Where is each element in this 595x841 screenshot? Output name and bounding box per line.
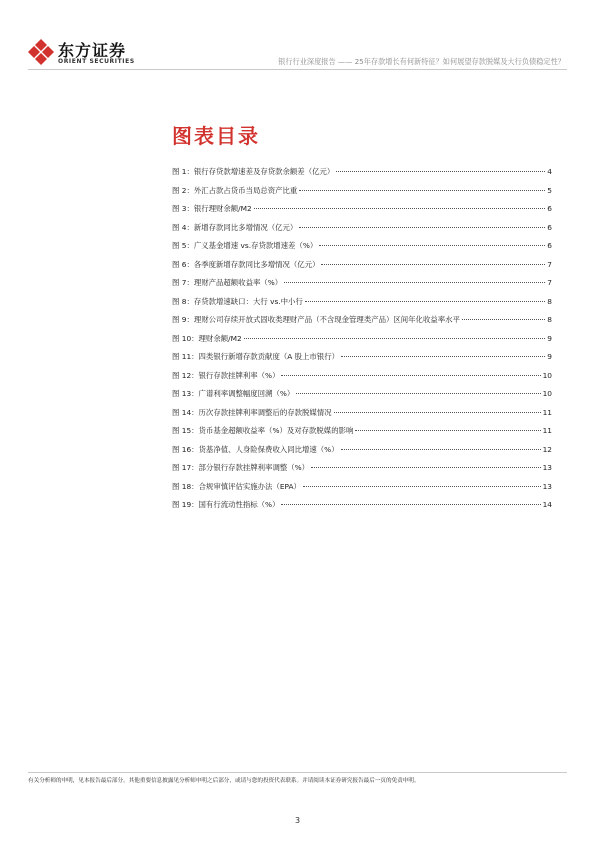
toc-entry-label: 图 9：理财公司存续开放式固收类理财产品（不含现金管理类产品）区间年化收益率水平 [172, 315, 460, 324]
toc-entry[interactable] [172, 462, 552, 481]
toc-entry-page: 5 [547, 185, 552, 195]
toc-entry-label: 图 2：外汇占款占货币当局总资产比重 [172, 185, 298, 195]
toc-entry[interactable] [172, 388, 552, 407]
toc-leader-dots [311, 467, 541, 468]
brand-name-en: ORIENT SECURITIES [58, 58, 135, 65]
toc-leader-dots [355, 430, 540, 431]
toc-list [172, 166, 552, 518]
toc-leader-dots [319, 245, 545, 246]
toc-leader-dots [336, 171, 545, 172]
toc-leader-dots [341, 356, 545, 357]
brand-logo-icon [28, 38, 54, 68]
toc-entry-page: 10 [542, 370, 552, 380]
toc-entry-label: 图 11：四类银行新增存款贡献度（A 股上市银行） [172, 352, 339, 361]
toc-leader-dots [303, 486, 541, 487]
toc-entry-label: 图 18：合规审慎评估实施办法（EPA） [172, 481, 301, 491]
toc-leader-dots [321, 264, 545, 265]
toc-leader-dots [341, 449, 541, 450]
toc-entry[interactable] [172, 407, 552, 426]
toc-leader-dots [244, 338, 546, 339]
toc-entry[interactable] [172, 166, 552, 185]
toc-entry-page: 4 [547, 167, 552, 176]
toc-entry-label: 图 19：国有行流动性指标（%） [172, 500, 280, 509]
toc-leader-dots [281, 375, 540, 376]
toc-entry-page: 12 [542, 444, 552, 454]
toc-entry-label: 图 6：各季度新增存款同比多增情况（亿元） [172, 259, 320, 269]
toc-leader-dots [299, 227, 545, 228]
toc-entry-label: 图 15：货币基金超额收益率（%）及对存款脱媒的影响 [172, 426, 354, 435]
toc-entry-label: 图 12：银行存款挂牌利率（%） [172, 370, 280, 380]
toc-entry[interactable] [172, 185, 552, 204]
report-caption: 银行行业深度报告 —— 25年存款增长有何新特征？如何展望存款脱媒及大行负债稳定性？ [278, 57, 565, 66]
toc-entry[interactable] [172, 444, 552, 463]
toc-entry[interactable] [172, 296, 552, 315]
toc-entry[interactable] [172, 314, 552, 333]
toc-leader-dots [296, 393, 540, 394]
toc-entry-label: 图 13：广谱利率调整幅度回溯（%） [172, 389, 295, 398]
toc-leader-dots [299, 190, 545, 191]
toc-entry-page: 7 [547, 259, 552, 269]
toc-leader-dots [305, 301, 545, 302]
toc-entry-label: 图 14：历次存款挂牌利率调整后的存款脱媒情况 [172, 407, 332, 417]
toc-leader-dots [254, 208, 546, 209]
disclaimer-text: 有关分析师的申明，见本报告最后部分。其他重要信息披露见分析师申明之后部分，或请与您的投资代表联系。并请阅读本证券研究报告最后一页的免责申明。 [28, 778, 420, 784]
toc-entry-page: 9 [547, 333, 552, 343]
toc-leader-dots [462, 319, 545, 320]
toc-entry[interactable] [172, 370, 552, 389]
toc-entry-label: 图 1：银行存贷款增速差及存贷款余额差（亿元） [172, 167, 335, 176]
toc-entry-page: 6 [547, 204, 552, 213]
toc-entry-label: 图 17：部分银行存款挂牌利率调整（%） [172, 463, 310, 472]
toc-leader-dots [334, 412, 541, 413]
toc-entry[interactable] [172, 425, 552, 444]
toc-entry-label: 图 4：新增存款同比多增情况（亿元） [172, 222, 298, 232]
toc-entry-label: 图 3：银行理财余额/M2 [172, 204, 252, 213]
toc-entry-page: 8 [547, 315, 552, 324]
toc-entry[interactable] [172, 277, 552, 296]
toc-entry[interactable] [172, 259, 552, 278]
toc-entry-page: 6 [547, 241, 552, 250]
toc-entry-label: 图 8：存贷款增速缺口：大行 vs.中小行 [172, 296, 303, 306]
toc-entry-page: 6 [547, 222, 552, 232]
toc-entry[interactable] [172, 351, 552, 370]
toc-entry-page: 10 [542, 389, 552, 398]
toc-leader-dots [284, 282, 545, 283]
brand-name-cn: 东方证券 [58, 41, 127, 60]
toc-entry-label: 图 5：广义基金增速 vs.存贷款增速差（%） [172, 241, 318, 250]
toc-entry[interactable] [172, 222, 552, 241]
toc-entry-page: 7 [547, 278, 552, 287]
toc-entry-page: 13 [542, 463, 552, 472]
page-number: 3 [294, 816, 301, 825]
toc-leader-dots [281, 504, 540, 505]
toc-title: 图表目录 [172, 124, 260, 148]
toc-entry-label: 图 7：理财产品超额收益率（%） [172, 278, 283, 287]
toc-entry[interactable] [172, 203, 552, 222]
brand-logo [28, 38, 168, 72]
toc-entry-page: 11 [542, 407, 552, 417]
toc-entry-page: 13 [542, 481, 552, 491]
header-divider [28, 69, 567, 70]
toc-entry-label: 图 10：理财余额/M2 [172, 333, 242, 343]
toc-entry[interactable] [172, 240, 552, 259]
toc-entry[interactable] [172, 481, 552, 500]
toc-entry-page: 14 [542, 500, 552, 509]
toc-entry-page: 8 [547, 296, 552, 306]
toc-entry[interactable] [172, 499, 552, 518]
footer-divider [28, 772, 567, 773]
toc-entry-page: 11 [542, 426, 552, 435]
toc-entry-label: 图 16：货基净值、人身险保费收入同比增速（%） [172, 444, 339, 454]
toc-entry[interactable] [172, 333, 552, 352]
toc-entry-page: 9 [547, 352, 552, 361]
